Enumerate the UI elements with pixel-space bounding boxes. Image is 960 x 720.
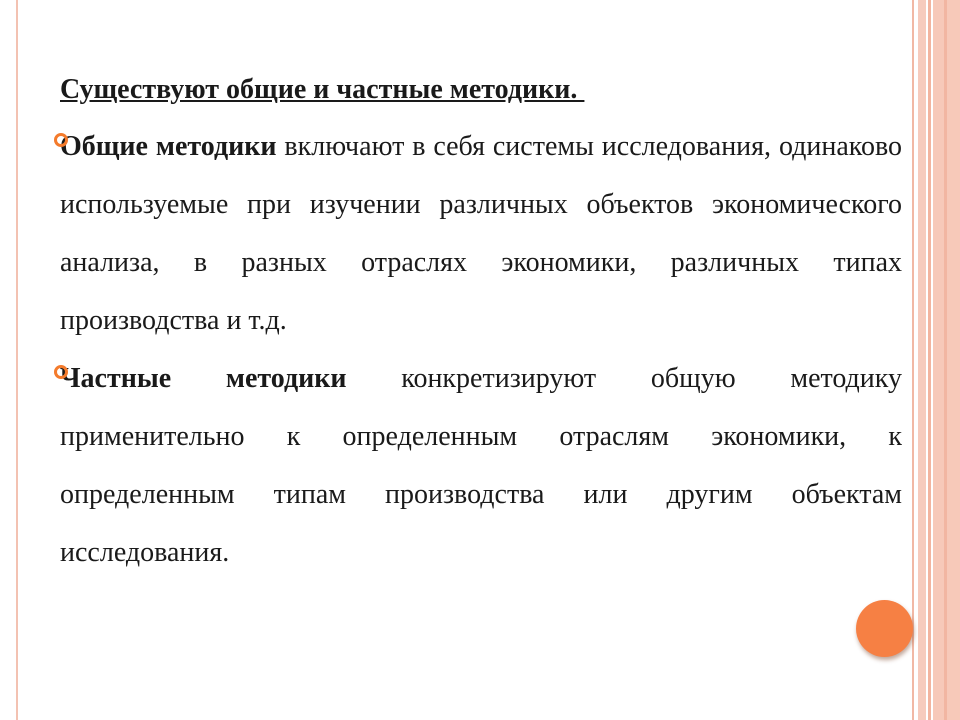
- term-general-methods: Общие методики: [60, 131, 277, 162]
- paragraph-text: включают в себя системы исследования, одинаково используемые при изучении различных объектов экономического анализа, в разных отраслях экономики, различных типах производства и т.д.: [60, 131, 902, 336]
- decorative-circle-icon: [856, 600, 913, 657]
- ring-bullet-icon: [54, 365, 68, 379]
- decorative-stripe: [944, 0, 947, 720]
- paragraph-text: конкретизируют общую методику применительно к определенным отраслям экономики, к определенным типам производства или другим объектам исследования.: [60, 363, 902, 568]
- slide-content: [60, 71, 902, 582]
- paragraph-general-methods: [60, 118, 902, 350]
- slide-heading: Существуют общие и частные методики.: [60, 74, 585, 105]
- decorative-stripe: [918, 0, 926, 720]
- left-border-line: [16, 0, 18, 720]
- decorative-stripe: [912, 0, 914, 720]
- term-specific-methods: Частные методики: [60, 363, 347, 394]
- decorative-stripe: [928, 0, 931, 720]
- ring-bullet-icon: [54, 133, 68, 147]
- paragraph-specific-methods: [60, 350, 902, 582]
